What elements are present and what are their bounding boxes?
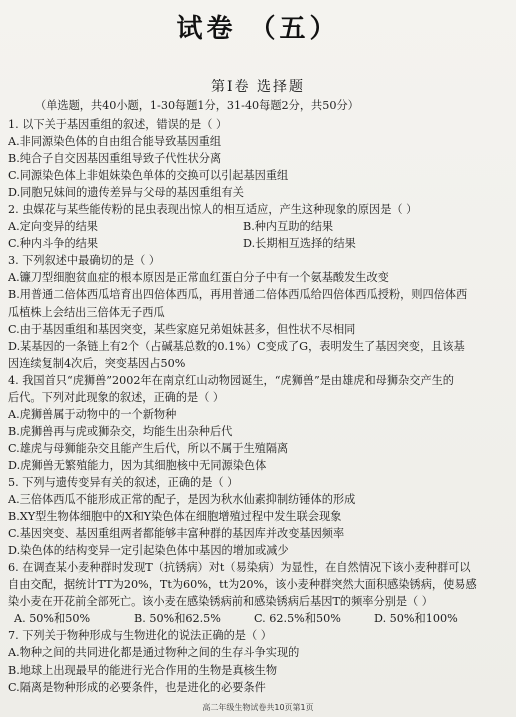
option-d: D.长期相互选择的结果	[243, 237, 356, 251]
exam-title: 试卷 （五）	[176, 14, 340, 44]
option-a: A.物种之间的共同进化都是通过物种之间的生存斗争实现的	[8, 646, 300, 660]
option-b: B.纯合子自交因基因重组导致子代性状分离	[8, 152, 222, 166]
question-1	[8, 116, 508, 201]
option-c: C. 62.5%和50%	[254, 612, 341, 626]
option-c: C.种内斗争的结果	[8, 237, 99, 251]
question-stem-continued: 染小麦在开花前全部死亡。该小麦在感染锈病前和感染锈病后基因T的频率分别是（ ）	[8, 595, 433, 609]
option-a: A.虎狮兽属于动物中的一个新物种	[8, 407, 177, 421]
option-a: A.定向变异的结果	[8, 220, 98, 234]
page-footer: 高二年级生物试卷共10页第1页	[202, 703, 314, 712]
question-7	[8, 627, 508, 695]
option-d-continued: 因连续复制4次后，突变基因占50%	[8, 356, 186, 370]
question-stem: 1. 以下关于基因重组的叙述，错误的是（ ）	[8, 118, 228, 131]
option-c: C.由于基因重组和基因突变，某些家庭兄弟姐妹甚多，但性状不尽相同	[8, 322, 356, 336]
option-b: B.地球上出现最早的能进行光合作用的生物是真核生物	[8, 663, 278, 677]
option-b: B.虎狮兽再与虎或狮杂交，均能生出杂种后代	[8, 424, 233, 438]
question-6	[8, 559, 508, 627]
question-stem: 7. 下列关于物种形成与生物进化的说法正确的是（ ）	[8, 629, 272, 643]
option-c: C.雄虎与母狮能杂交且能产生后代，所以不属于生殖隔离	[8, 441, 289, 455]
option-a: A.镰刀型细胞贫血症的根本原因是正常血红蛋白分子中有一个氨基酸发生改变	[8, 271, 389, 285]
option-row	[8, 610, 508, 627]
option-d: D.虎狮兽无繁殖能力，因为其细胞核中无同源染色体	[8, 458, 267, 472]
question-stem: 6. 在调查某小麦种群时发现T（抗锈病）对t（易染病）为显性，在自然情况下该小麦种群可以	[8, 561, 471, 575]
question-stem: 2. 虫媒花与某些能传粉的昆虫表现出惊人的相互适应，产生这种现象的原因是（ ）	[8, 203, 418, 217]
option-b: B.用普通二倍体西瓜培育出四倍体西瓜，再用普通二倍体西瓜给四倍体西瓜授粉，则四倍体西	[8, 288, 468, 302]
question-stem: 5. 下列与遗传变异有关的叙述，正确的是（ ）	[8, 475, 239, 489]
option-row	[8, 218, 508, 235]
option-c: C.隔离是物种形成的必要条件，也是进化的必要条件	[8, 680, 266, 694]
option-a: A.三倍体西瓜不能形成正常的配子，是因为秋水仙素抑制纺锤体的形成	[8, 493, 356, 507]
question-3	[8, 252, 508, 371]
option-b-continued: 瓜植株上会结出三倍体无子西瓜	[8, 305, 165, 319]
instructions: （单选题，共40小题，1-30每题1分，31-40每题2分，共50分）	[35, 99, 359, 112]
section-title: 第Ⅰ卷 选择题	[211, 79, 305, 95]
question-stem: 3. 下列叙述中最确切的是（ ）	[8, 254, 161, 268]
question-4	[8, 372, 508, 474]
option-b: B. 50%和62.5%	[134, 612, 221, 626]
question-5	[8, 474, 508, 559]
option-d: D.同胞兄妹间的遗传差异与父母的基因重组有关	[8, 186, 244, 200]
question-stem-continued: 自由交配，据统计TT为20%，Tt为60%，tt为20%，该小麦种群突然大面积感染锈病，使易感	[8, 578, 477, 592]
question-stem-continued: 后代。下列对此现象的叙述，正确的是（ ）	[8, 390, 225, 404]
option-a: A. 50%和50%	[14, 612, 91, 626]
question-stem: 4. 我国首只“虎狮兽”2002年在南京红山动物园诞生，“虎狮兽”是由雄虎和母狮杂交产生的	[8, 373, 454, 387]
option-b: B.XY型生物体细胞中的X和Y染色体在细胞增殖过程中发生联会现象	[8, 510, 342, 524]
option-c: C.基因突变、基因重组两者都能够丰富种群的基因库并改变基因频率	[8, 527, 345, 541]
question-list	[8, 116, 508, 696]
option-d: D.某基因的一条链上有2个（占碱基总数的0.1%）C变成了G，表明发生了基因突变，且该基	[8, 339, 465, 353]
question-2	[8, 201, 508, 252]
option-b: B.种内互助的结果	[243, 220, 334, 234]
option-c: C.同源染色体上非姐妹染色单体的交换可以引起基因重组	[8, 169, 289, 183]
option-row	[8, 235, 508, 252]
option-a: A.非同源染色体的自由组合能导致基因重组	[8, 135, 222, 149]
option-d: D.染色体的结构变异一定引起染色体中基因的增加或减少	[8, 544, 289, 558]
option-d: D. 50%和100%	[374, 612, 458, 626]
